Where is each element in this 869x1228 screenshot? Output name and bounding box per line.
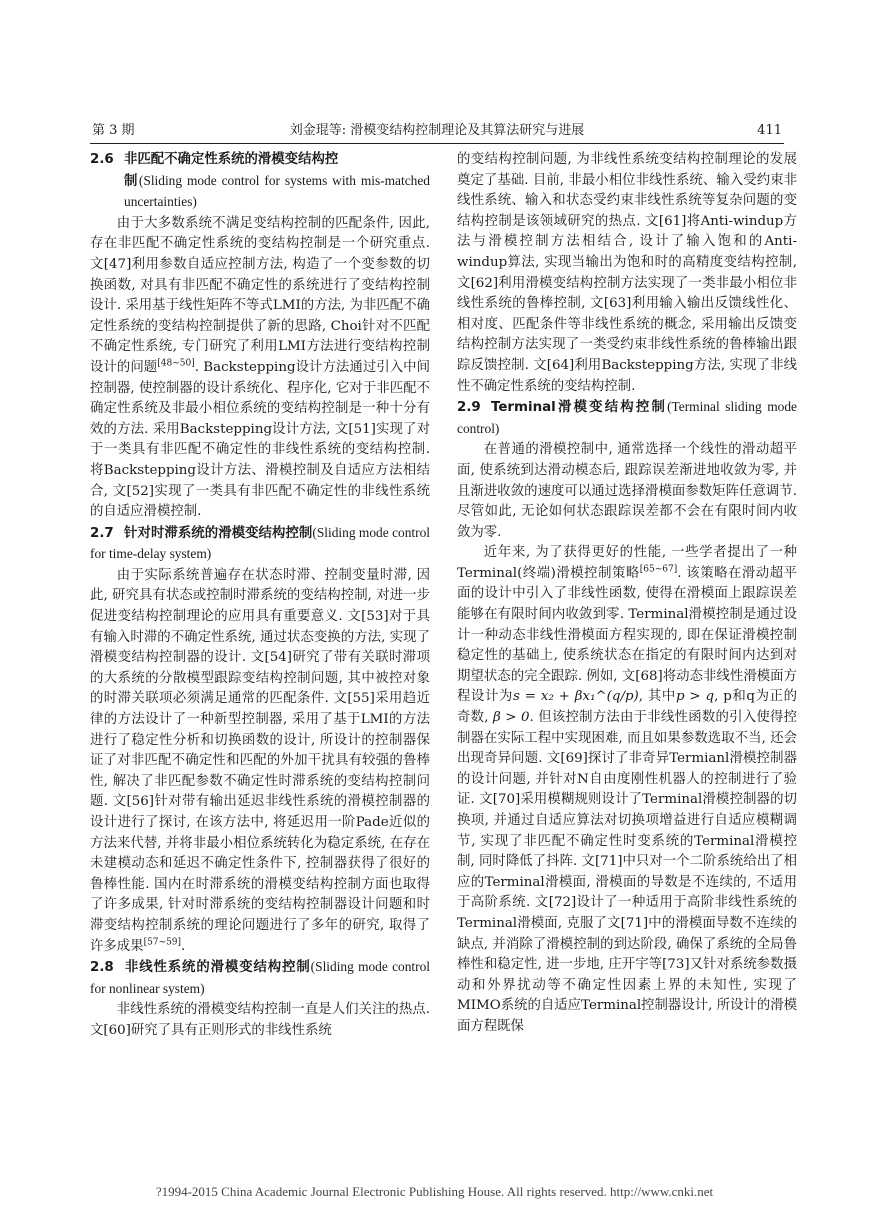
paragraph-text: . xyxy=(181,938,186,954)
paragraph: 在普通的滑模控制中, 通常选择一个线性的滑动超平面, 使系统到达滑动模态后, 跟踪误差渐进地收敛为零, 并且渐进收敛的速度可以通过选择滑模面参数矩阵任意调节. 尽管如此, 无论如何状态跟踪误差都不会在有限时间内收敛为零. xyxy=(457,442,797,540)
section-title-en: (Terminal sliding mode control) xyxy=(457,399,797,436)
section-title: 非线性系统的滑模变结构控制 xyxy=(124,960,311,976)
page-number: 411 xyxy=(757,123,782,138)
section-title: 针对时滞系统的滑模变结构控制 xyxy=(124,525,313,541)
section-title-en: (Sliding mode control for nonlinear system) xyxy=(90,959,430,996)
paragraph xyxy=(90,214,430,523)
section-2-7-heading xyxy=(90,523,430,566)
issue-number: 第 3 期 xyxy=(92,123,135,138)
left-column xyxy=(90,150,430,1042)
paragraph-text: . 该策略在滑动超平面的设计中引入了非线性函数, 使得在滑模面上跟踪误差能够在有限时间内收敛到零. Terminal滑模控制是通过设计一种动态非线性滑模面方程实现的, 即在保证滑模控制稳定性的基础上, 使系统状态在指定的有限时间内达到对期望状态的完全跟踪. 例如, 文[68]将动态非线性滑模面方程设计为 xyxy=(457,565,798,705)
paragraph xyxy=(457,543,797,1037)
header-rule xyxy=(90,143,784,144)
paragraph-text: 由于实际系统普遍存在状态时滞、控制变量时滞, 因此, 研究具有状态或控制时滞系统的变结构控制, 对进一步促进变结构控制理论的应用具有重要意义. 文[53]对于具有输入时滞的不确定性系统, 通过状态变换的方法, 实现了滑模变结构控制器的设计. 文[54]研究了带有关联时滞项的大系统的分散模型跟踪变结构控制问题, 其中被控对象的时滞关联项必须满足通常的匹配条件. 文[55]采用趋近律的方法设计了一种新型控制器, 采用了基于LMI的方法进行了稳定性分析和切换函数的设计, 所设计的控制器保证了对非匹配不确定性和匹配的外加干扰具有较强的鲁棒性, 解决了非匹配参数不确定性时滞系统的变结构控制问题. 文[56]针对带有输出延迟非线性系统的滑模控制器的设计进行了探讨, 在该方法中, 将延迟用一阶Pade近似的方法来代替, 并将非最小相位系统转化为稳定系统, 在存在未建模动态和延迟不确定性条件下, 控制器获得了很好的鲁棒性能. 国内在时滞系统的滑模变结构控制方面也取得了许多成果, 针对时滞系统的变结构控制器设计问题和时滞变结构控制系统的理论问题进行了多年的研究, 取得了许多成果 xyxy=(90,567,430,954)
paragraph-text: . 但该控制方法由于非线性函数的引入使得控制器在实际工程中实现困难, 而且如果参数选取不当, 还会出现奇异问题. 文[69]探讨了非奇异Termianl滑模控制器的设计问题, 并针对N自由度刚性机器人的控制进行了验证. 文[70]采用模糊规则设计了Terminal滑模控制器的切换项, 并通过自适应算法对切换项增益进行自适应模糊调节, 实现了非匹配不确定性时变系统的Terminal滑模控制, 同时降低了抖阵. 文[71]中只对一个二阶系统给出了相应的Terminal滑模面, 滑模面的导数是不连续的, 不适用于高阶系统. 文[72]设计了一种适用于高阶非线性系统的Terminal滑模面, 克服了文[71]中的滑模面导数不连续的缺点, 并消除了滑模控制的到达阶段, 确保了系统的全局鲁棒性和稳定性, 进一步地, 庄开宇等[73]又针对系统参数摄动和外界扰动等不确定性因素上界的未知性, 实现了MIMO系统的自适应Terminal控制器设计, 所设计的滑模面方程既保 xyxy=(457,710,797,1034)
section-number: 2.6 xyxy=(90,152,114,167)
section-number: 2.8 xyxy=(90,960,114,976)
section-number: 2.9 xyxy=(457,400,481,416)
paragraph: 非线性系统的滑模变结构控制一直是人们关注的热点. 文[60]研究了具有正则形式的非线性系统 xyxy=(90,1002,430,1038)
running-title: 刘金琨等: 滑模变结构控制理论及其算法研究与进展 xyxy=(289,123,585,138)
section-title: 非匹配不确定性系统的滑模变结构控 xyxy=(124,152,339,167)
paragraph: 的变结构控制问题, 为非线性系统变结构控制理论的发展奠定了基础. 目前, 非最小相位非线性系统、输入受约束非线性系统、输入和状态受约束非线性系统等复杂问题的变结构控制是该领域研究的热点. 文[61]将Anti-windup方法与滑模控制方法相结合, 设计了输入饱和的Anti-windup算法, 实现当输出为饱和时的高精度变结构控制, 文[62]利用滑模变结构控制方法实现了一类非最小相位非线性系统的鲁棒控制, 文[63]利用输入输出反馈线性化、相对度、匹配条件等非线性系统的概念, 采用输出反馈变结构控制方法实现了一类受约束非线性系统的鲁棒输出跟踪反馈控制. 文[64]利用Backstepping方法, 实现了非线性不确定性系统的变结构控制. xyxy=(457,152,797,394)
section-title-en: (Sliding mode control for time-delay system) xyxy=(90,524,431,562)
paragraph-text: 近年来, 为了获得更好的性能, 一些学者提出了一种Terminal(终端)滑模控制策略 xyxy=(457,545,797,581)
section-2-9-heading xyxy=(457,397,797,440)
paragraph-text: , p和q为正的奇数, xyxy=(457,689,797,726)
section-title: Terminal滑模变结构控制 xyxy=(491,400,668,416)
equation: β > 0 xyxy=(493,710,530,726)
citation: [48~50] xyxy=(157,358,195,369)
section-title-cont: 制 xyxy=(124,173,139,189)
equation: p > q xyxy=(675,689,715,705)
section-2-6-heading xyxy=(90,150,430,214)
equation: s = x₂ + βx₁^(q/p) xyxy=(513,689,639,705)
citation: [57~59] xyxy=(143,937,182,948)
citation: [65~67] xyxy=(639,564,678,575)
right-column xyxy=(457,150,797,1038)
paragraph-text: , 其中 xyxy=(638,689,676,705)
section-number: 2.7 xyxy=(90,525,114,541)
paragraph-text: 由于大多数系统不满足变结构控制的匹配条件, 因此, 存在非匹配不确定性系统的变结构控制是一个研究重点. 文[47]利用参数自适应控制方法, 构造了一个变参数的切换函数, 对具有非匹配不确定性的系统进行了变结构控制设计. 采用基于线性矩阵不等式LMI的方法, 为非匹配不确定性系统的变结构控制提供了新的思路, Choi针对不匹配不确定性系统, 专门研究了利用LMI方法进行变结构控制设计的问题 xyxy=(90,215,430,375)
running-header xyxy=(92,121,782,141)
section-2-8-heading xyxy=(90,957,430,1000)
paragraph-text: . Backstepping设计方法通过引入中间控制器, 使控制器的设计系统化、程序化, 它对于非匹配不确定性系统及非最小相位系统的变结构控制是一种十分有效的方法. 采用Backstepping设计方法, 文[51]实现了对于一类具有非匹配不确定性的非线性系统的变结构控制. 将Backstepping设计方法、滑模控制及自适应方法相结合, 文[52]实现了一类具有非匹配不确定性的非线性系统的自适应滑模控制. xyxy=(90,359,431,520)
copyright-footer: ?1994-2015 China Academic Journal Electronic Publishing House. All rights reserved. http://www.cnki.net xyxy=(155,1184,714,1199)
paragraph xyxy=(90,566,430,957)
section-title-en: (Sliding mode control for systems with mis-matched uncertainties) xyxy=(124,172,430,210)
